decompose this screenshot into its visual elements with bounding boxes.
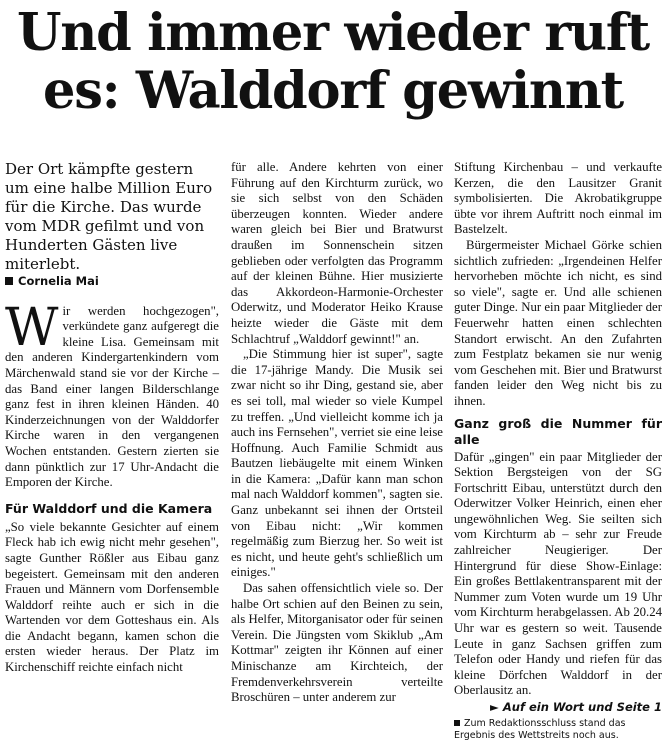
- column-3: [454, 160, 662, 742]
- headline-line-1: Und immer wieder ruft: [16, 3, 650, 63]
- column-2: [231, 160, 443, 706]
- footnote: [454, 718, 662, 742]
- paragraph-1: [5, 297, 219, 491]
- page-reference: ► Auf ein Wort und Seite 1: [490, 700, 662, 714]
- subheading-1: Für Walddorf und die Kamera: [5, 500, 213, 516]
- byline-square-icon: [5, 277, 13, 285]
- lede: Der Ort kämpfte gestern um eine halbe Million Euro für die Kirche. Das wurde vom MDR gefilmt und von Hunderten Gästen live miterlebt.: [5, 160, 213, 273]
- headline-line-2: es: Walddorf gewinnt: [42, 61, 623, 121]
- footnote-text: Zum Redaktionsschluss stand das Ergebnis des Wettstreits noch aus.: [454, 717, 626, 741]
- paragraph-1-text: ir werden hochgezogen", verkündete ganz aufgeregt die kleine Lisa. Gemeinsam mit den anderen Kindergartenkindern vom Märchenwald stand sie vor der Kirche – das Band einer langen Bilderschlange ganz fest in ihren kleinen Händen. 40 Kinderzeichnungen von der Walddorfer Kirche waren in den vergangenen Wochen entstanden. Gestern zierten sie dann pünktlich zur 17 Uhr-Andacht die Emporen der Kirche.: [5, 303, 219, 490]
- paragraph-6: Stiftung Kirchenbau – und verkaufte Kerzen, die den Lausitzer Granit symbolisierten. Die Akrobatikgruppe übte vor ihrem Auftritt noch einmal im Bastelzelt.: [454, 160, 662, 237]
- author-name: Cornelia Mai: [18, 274, 99, 288]
- subheading-2: Ganz groß die Nummer für alle: [454, 415, 662, 447]
- paragraph-2: „So viele bekannte Gesichter auf einem Fleck hab ich ewig nicht mehr gesehen", sagte Gunther Rößler aus Eibau ganz begeistert. Gemeinsam mit den anderen Frauen und Männern vom Dorfensemble Walddorf reihte auch er sich in die Wartenden vor dem Gotteshaus ein. Als die Andacht begann, kamen schon die ersten wieder heraus. Der Platz im Kirchenschiff reichte einfach nicht: [5, 519, 219, 675]
- paragraph-3: für alle. Andere kehrten von einer Führung auf den Kirchturm zurück, wo sie sich selbst von den Schäden überzeugen konnten. Wieder andere waren gleich bei Bier und Bratwurst draußen im Sonnenschein sitzen geblieben oder verfolgten das Programm auf der kleinen Bühne. Hier musizierte das Akkordeon-Harmonie-Orchester Oderwitz, und Moderator Heiko Krause heizte wieder die Gäste mit dem Schlachtruf „Walddorf gewinnt!" an.: [231, 160, 443, 346]
- paragraph-5: Das sahen offensichtlich viele so. Der halbe Ort schien auf den Beinen zu sein, als Helfer, Mitorganisator oder für seinen Verein. Die Jüngsten vom Skiklub „Am Kottmar" zeigten ihr Können auf einer Minischanze am Kirchteich, der Fremdenverkehrsverein verteilte Broschüren – unter anderem zur: [231, 581, 443, 705]
- paragraph-4: „Die Stimmung hier ist super", sagte die 17-jährige Mandy. Die Musik sei zwar nicht so ihr Ding, gestand sie, aber es sei toll, mal wieder so viele Kumpel zu treffen. „Und vielleicht komme ich ja auch ins Fernsehen", verriet sie eine leise Hoffnung. Auch Familie Schmidt aus Bautzen liebäugelte mit einem Winken in die Kamera: „Dafür kann man schon mal nach Walddorf kommen", sagten sie. Ganz unbekannt sei ihnen der Ortsteil von Eibau nicht: „Wir kommen regelmäßig zum Bierzug her. So weit ist es nicht, und heute geht's schließlich um einiges.": [231, 347, 443, 580]
- paragraph-8: Dafür „gingen" ein paar Mitglieder der Sektion Bergsteigen von der SG Fortschritt Eibau, unterstützt durch den Oderwitzer Volker Heinrich, einen eher ungewöhnlichen Weg. Sie seilten sich vom Kirchturm ab – sehr zur Freude zahlreicher Neugieriger. Der Hintergrund für diese Show-Einlage: Ein großes Bettlakentransparent mit der Nummer zum Voten wurde um 19 Uhr vom Kirchturm herabgelassen. Ab 20.24 Uhr war es gestern so weit. Tausende Leute in ganz Sachsen griffen zum Telefon oder Handy und riefen für das kleine Dörfchen Walddorf in der Oberlausitz an.: [454, 449, 662, 698]
- headline: [0, 4, 666, 120]
- footnote-square-icon: [454, 720, 460, 726]
- column-1: [5, 160, 219, 676]
- byline: [5, 274, 219, 290]
- dropcap: W: [5, 297, 59, 358]
- paragraph-7: Bürgermeister Michael Görke schien sichtlich zufrieden: „Irgendeinen Helfer hervorheben möchte ich nicht, es sind so viele", sagte er. Und alle schienen guter Dinge. Nur ein paar Mitglieder der Feuerwehr hatten einen schlechten Standort erwischt. An den Zufahrten zum Festplatz bekamen sie nur wenig vom Geschehen mit. Bier und Bratwurst fanden leider den Weg nicht bis zu ihnen.: [454, 237, 662, 408]
